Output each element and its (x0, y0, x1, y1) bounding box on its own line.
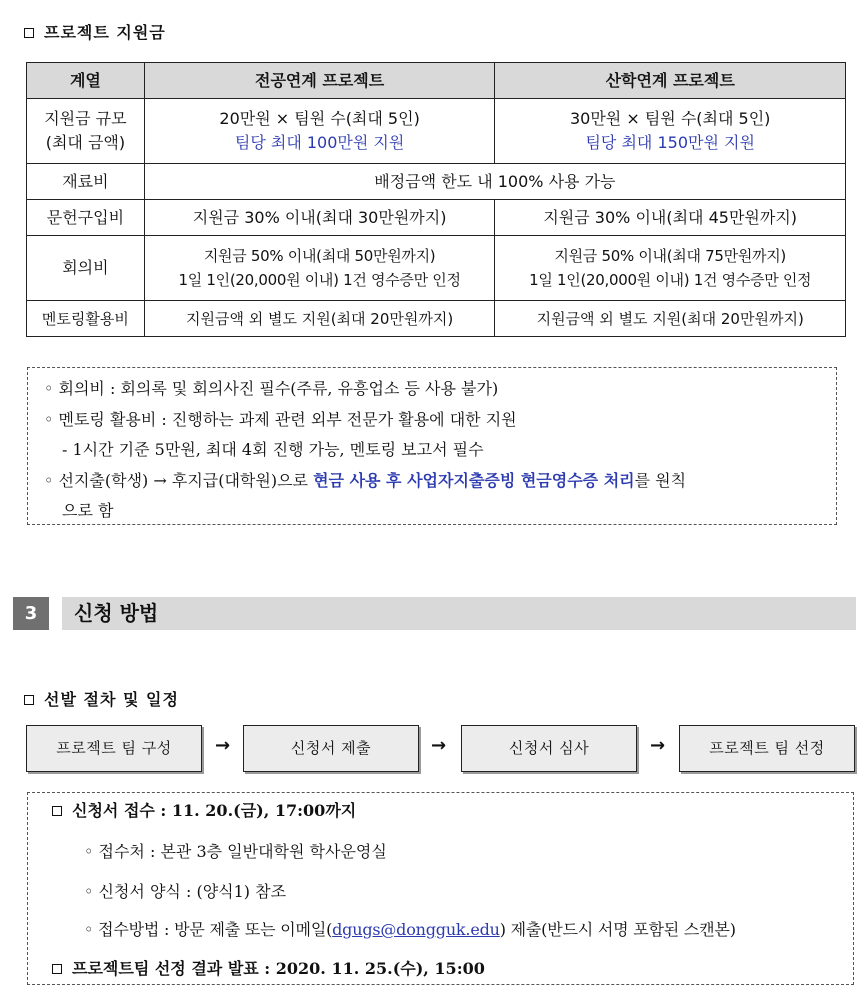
table-row-meeting (27, 236, 846, 301)
step-application-submission: 신청서 제출 (243, 725, 419, 772)
row-label-scale: 지원금 규모 (최대 금액) (27, 99, 145, 164)
section-title-bar: 신청 방법 (62, 597, 856, 630)
funding-notes-box (27, 367, 837, 525)
table-row-materials (27, 164, 846, 200)
row-label-meeting: 회의비 (27, 236, 145, 301)
cell-industry-mentoring: 지원금액 외 별도 지원(최대 20만원까지) (495, 301, 846, 337)
application-deadline: 신청서 접수 : 11. 20.(금), 17:00까지 (52, 798, 356, 821)
note-mentoring-detail: - 1시간 기준 5만원, 최대 4회 진행 가능, 멘토링 보고서 필수 (62, 440, 484, 459)
project-funding-heading: 프로젝트 지원금 (24, 20, 166, 43)
note-mentoring-expense: ◦ 멘토링 활용비 : 진행하는 과제 관련 외부 전문가 활용에 대한 지원 (44, 409, 517, 429)
table-row-literature (27, 200, 846, 236)
note-payment-continuation: 으로 함 (62, 501, 114, 520)
checkbox-square-icon (24, 695, 34, 705)
arrow-right-icon: → (215, 735, 231, 756)
selection-announcement: 프로젝트팀 선정 결과 발표 : 2020. 11. 25.(수), 15:00 (52, 956, 485, 979)
cell-major-meeting: 지원금 50% 이내(최대 50만원까지) 1일 1인(20,000원 이내) 1건 영수증만 인정 (144, 236, 495, 301)
application-place: ◦ 접수처 : 본관 3층 일반대학원 학사운영실 (84, 842, 387, 861)
table-header-row (27, 63, 846, 99)
row-label-mentoring: 멘토링활용비 (27, 301, 145, 337)
application-info-box (27, 792, 854, 985)
funding-table (26, 62, 846, 337)
application-form: ◦ 신청서 양식 : (양식1) 참조 (84, 882, 287, 901)
arrow-right-icon: → (431, 735, 447, 756)
cell-major-mentoring: 지원금액 외 별도 지원(최대 20만원까지) (144, 301, 495, 337)
checkbox-square-icon (24, 28, 34, 38)
step-team-formation: 프로젝트 팀 구성 (26, 725, 202, 772)
header-category: 계열 (27, 63, 145, 99)
header-industry-project: 산학연계 프로젝트 (495, 63, 846, 99)
section-number-badge: 3 (13, 597, 49, 630)
row-label-materials: 재료비 (27, 164, 145, 200)
cell-major-scale: 20만원 × 팀원 수(최대 5인) 팀당 최대 100만원 지원 (144, 99, 495, 164)
table-row-mentoring (27, 301, 846, 337)
header-major-project: 전공연계 프로젝트 (144, 63, 495, 99)
note-meeting-expense: ◦ 회의비 : 회의록 및 회의사진 필수(주류, 유흥업소 등 사용 불가) (44, 379, 499, 398)
cell-industry-scale: 30만원 × 팀원 수(최대 5인) 팀당 최대 150만원 지원 (495, 99, 846, 164)
cell-industry-meeting: 지원금 50% 이내(최대 75만원까지) 1일 1인(20,000원 이내) 1건 영수증만 인정 (495, 236, 846, 301)
row-label-literature: 문헌구입비 (27, 200, 145, 236)
arrow-right-icon: → (650, 735, 666, 756)
note-payment-emphasis: 현금 사용 후 사업자지출증빙 현금영수증 처리 (313, 470, 635, 490)
checkbox-square-icon (52, 806, 62, 816)
cell-materials-value: 배정금액 한도 내 100% 사용 가능 (144, 164, 845, 200)
note-payment-method: ◦ 선지출(학생) → 후지급(대학원)으로 현금 사용 후 사업자지출증빙 현금영수증 처리를 원칙 (44, 470, 687, 490)
checkbox-square-icon (52, 964, 62, 974)
step-team-selection: 프로젝트 팀 선정 (679, 725, 855, 772)
email-link[interactable]: dgugs@dongguk.edu (332, 920, 500, 939)
table-row-scale (27, 99, 846, 164)
cell-major-literature: 지원금 30% 이내(최대 30만원까지) (144, 200, 495, 236)
application-method: ◦ 접수방법 : 방문 제출 또는 이메일(dgugs@dongguk.edu) 제출(반드시 서명 포함된 스캔본) (84, 920, 736, 939)
selection-heading: 선발 절차 및 일정 (24, 687, 179, 710)
step-application-review: 신청서 심사 (461, 725, 637, 772)
cell-industry-literature: 지원금 30% 이내(최대 45만원까지) (495, 200, 846, 236)
